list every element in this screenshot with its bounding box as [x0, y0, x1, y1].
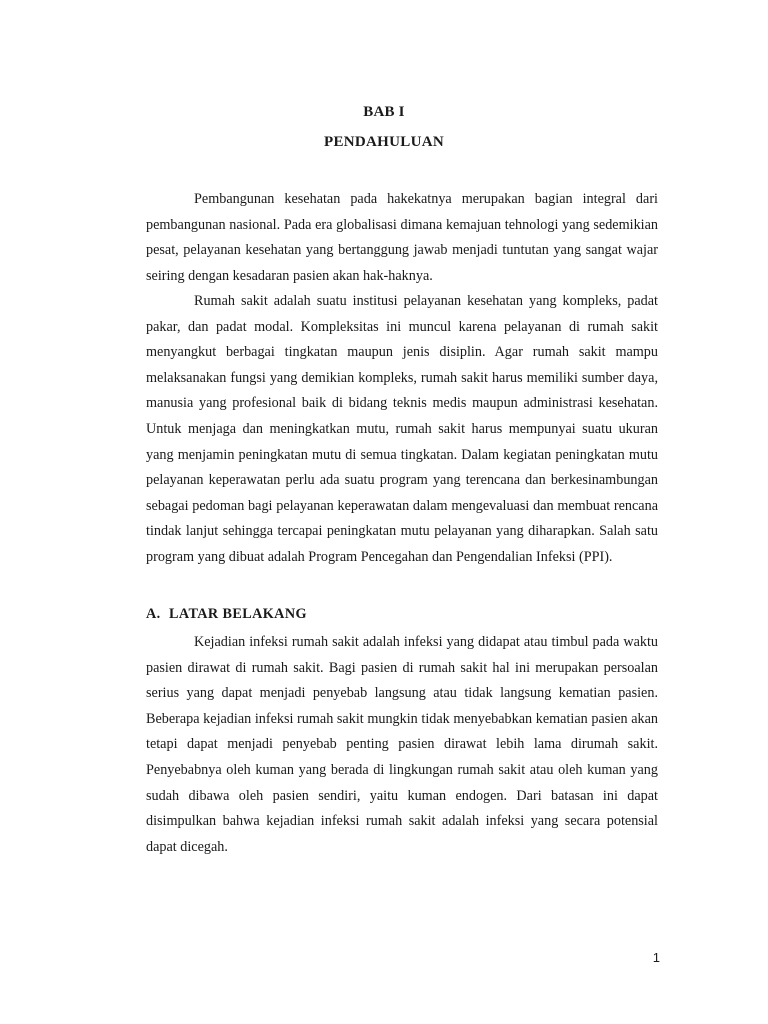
- paragraph-latar-belakang: Kejadian infeksi rumah sakit adalah infeksi yang didapat atau timbul pada waktu pasien dirawat di rumah sakit. Bagi pasien di rumah sakit hal ini merupakan persoalan serius yang dapat menjadi penyebab langsung atau tidak langsung kematian pasien. Beberapa kejadian infeksi rumah sakit mungkin tidak menyebabkan kematian pasien akan tetapi dapat menjadi penyebab penting pasien dirawat lebih lama dirumah sakit. Penyebabnya oleh kuman yang berada di lingkungan rumah sakit atau oleh kuman yang sudah dibawa oleh pasien sendiri, yaitu kuman endogen. Dari batasan ini dapat disimpulkan bahwa kejadian infeksi rumah sakit adalah infeksi yang secara potensial dapat dicegah.: [146, 634, 658, 855]
- page-number: 1: [652, 950, 660, 965]
- chapter-title: PENDAHULUAN: [324, 134, 444, 150]
- paragraph-intro: Pembangunan kesehatan pada hakekatnya merupakan bagian integral dari pembangunan nasional. Pada era globalisasi dimana kemajuan tehnologi yang sedemikian pesat, pelayanan kesehatan yang bertanggung jawab menjadi tuntutan yang sangat wajar seiring dengan kesadaran pasien akan hak-haknya.: [146, 191, 658, 284]
- chapter-number: BAB I: [363, 104, 405, 120]
- paragraph-rumah-sakit: Rumah sakit adalah suatu institusi pelayanan kesehatan yang kompleks, padat pakar, dan padat modal. Kompleksitas ini muncul karena pelayanan di rumah sakit menyangkut berbagai tingkatan maupun jenis disiplin. Agar rumah sakit mampu melaksanakan fungsi yang demikian kompleks, rumah sakit harus memiliki sumber daya, manusia yang profesional baik di bidang teknis medis maupun administrasi kesehatan. Untuk menjaga dan meningkatkan mutu, rumah sakit harus mempunyai suatu ukuran yang menjamin peningkatan mutu di semua tingkatan. Dalam kegiatan peningkatan mutu pelayanan keperawatan perlu ada suatu program yang terencana dan berkesinambungan sebagai pedoman bagi pelayanan keperawatan dalam mengevaluasi dan membuat rencana tindak lanjut sehingga tercapai peningkatan mutu pelayanan yang diharapkan. Salah satu program yang dibuat adalah Program Pencegahan dan Pengendalian Infeksi (PPI).: [146, 293, 658, 565]
- section-letter: A.: [146, 606, 161, 622]
- section-title: LATAR BELAKANG: [169, 606, 307, 622]
- section-heading: [146, 606, 307, 623]
